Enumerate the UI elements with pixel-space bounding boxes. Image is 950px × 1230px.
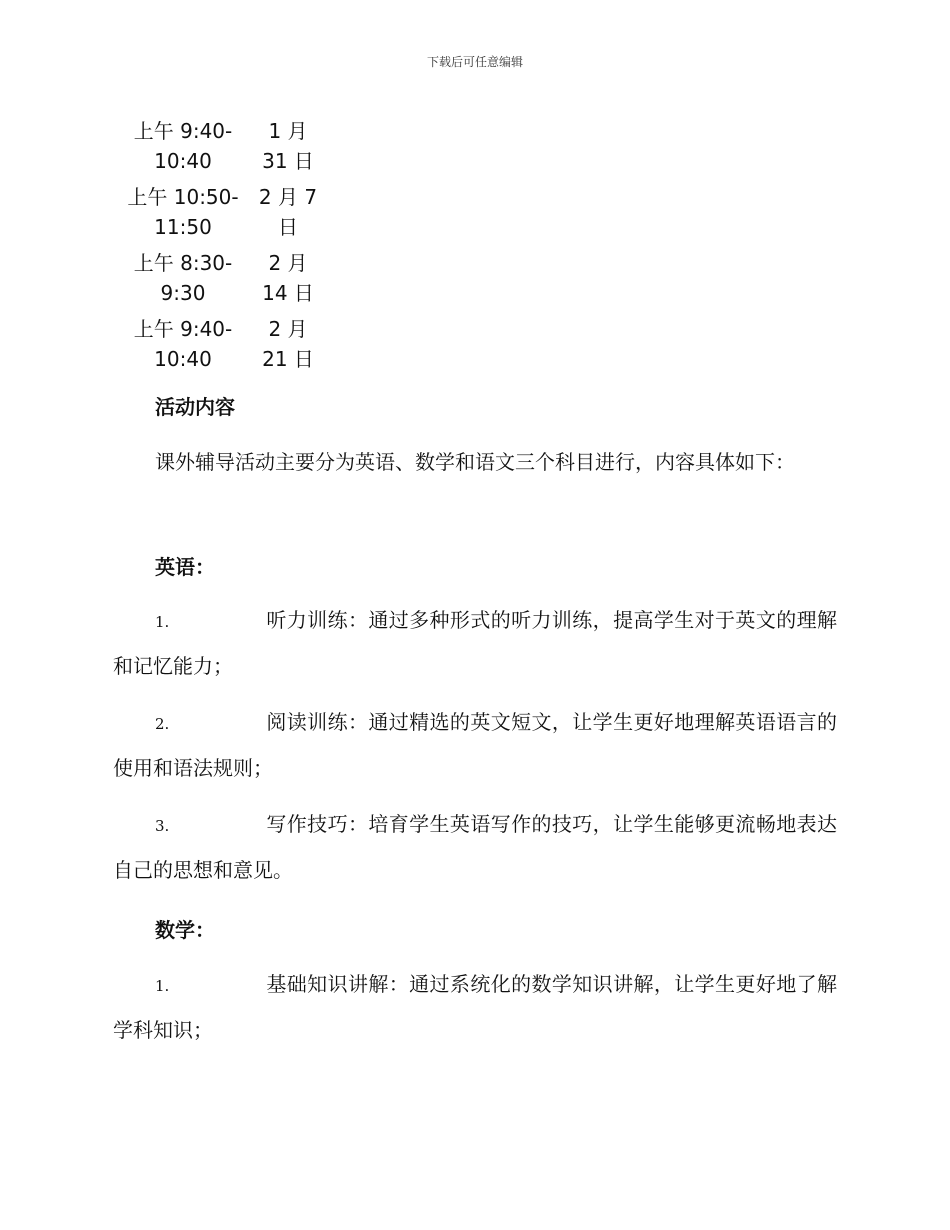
intro-paragraph: 课外辅导活动主要分为英语、数学和语文三个科目进行，内容具体如下：	[155, 450, 795, 474]
schedule-time: 上午 10:50- 11:50	[127, 185, 239, 239]
item-text: 基础知识讲解：通过系统化的数学知识讲解，让学生更好地了解学科知识；	[113, 972, 837, 1042]
schedule-row	[120, 182, 330, 242]
schedule-row	[120, 314, 330, 374]
schedule-time: 上午 9:40- 10:40	[133, 119, 233, 173]
english-heading: 英语：	[155, 555, 215, 579]
schedule-table	[120, 116, 330, 380]
item-number: 1.	[155, 613, 170, 631]
section-title: 活动内容	[155, 395, 235, 419]
english-item	[113, 700, 837, 790]
schedule-time: 上午 8:30- 9:30	[133, 251, 233, 305]
schedule-date: 2 月 21 日	[262, 317, 314, 371]
schedule-row	[120, 248, 330, 308]
item-text: 听力训练：通过多种形式的听力训练，提高学生对于英文的理解和记忆能力；	[113, 608, 837, 678]
english-item	[113, 802, 837, 892]
page-header: 下载后可任意编辑	[426, 55, 523, 69]
math-item	[113, 962, 837, 1052]
schedule-date: 2 月 7 日	[258, 185, 318, 239]
item-number: 1.	[155, 977, 170, 995]
schedule-date: 1 月 31 日	[262, 119, 314, 173]
english-item	[113, 598, 837, 688]
item-text: 阅读训练：通过精选的英文短文，让学生更好地理解英语语言的使用和语法规则；	[113, 710, 837, 780]
item-number: 2.	[155, 715, 170, 733]
schedule-time: 上午 9:40- 10:40	[133, 317, 233, 371]
schedule-date: 2 月 14 日	[262, 251, 314, 305]
item-number: 3.	[155, 817, 170, 835]
math-heading: 数学：	[155, 918, 215, 942]
item-text: 写作技巧：培育学生英语写作的技巧，让学生能够更流畅地表达自己的思想和意见。	[113, 812, 837, 882]
schedule-row	[120, 116, 330, 176]
